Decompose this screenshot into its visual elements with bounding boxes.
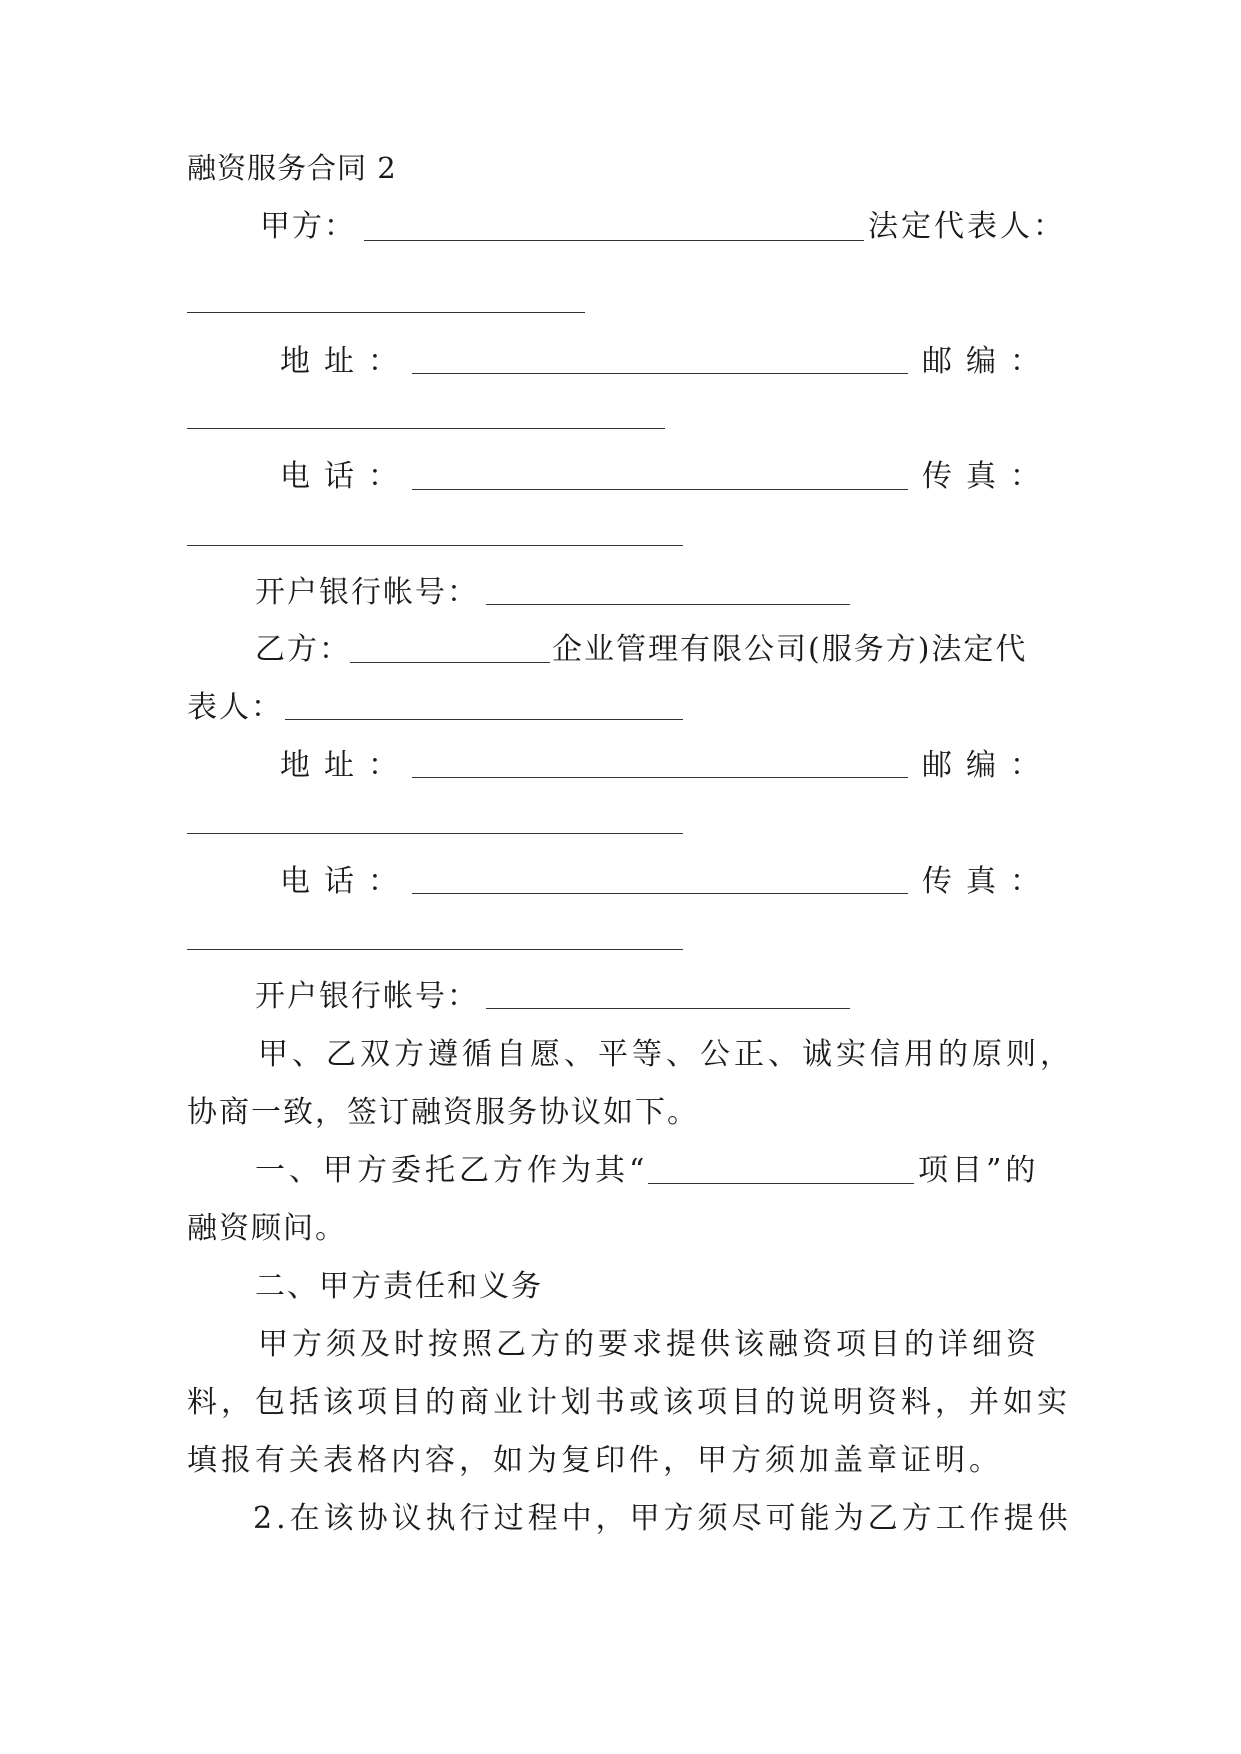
party-a-phone-label: 电话： bbox=[280, 459, 412, 494]
clause-2-para-2-line-1: 2.在该协议执行过程中，甲方须尽可能为乙方工作提供 bbox=[253, 1501, 1072, 1536]
party-b-phone-label: 电话： bbox=[280, 864, 412, 899]
party-b-address-blank[interactable] bbox=[412, 777, 908, 778]
party-b-label: 乙方： bbox=[255, 632, 351, 667]
party-a-bank-label: 开户银行帐号： bbox=[255, 575, 479, 610]
party-a-postcode-blank[interactable] bbox=[187, 428, 665, 429]
party-a-address-blank[interactable] bbox=[412, 373, 908, 374]
party-a-fax-blank[interactable] bbox=[187, 545, 683, 546]
party-b-postcode-label: 邮编： bbox=[922, 748, 1054, 783]
document-title: 融资服务合同 2 bbox=[187, 151, 397, 185]
party-a-label: 甲方： bbox=[260, 209, 356, 244]
party-b-company-suffix: 企业管理有限公司(服务方)法定代 bbox=[552, 632, 1028, 667]
party-a-postcode-label: 邮编： bbox=[922, 344, 1054, 379]
party-b-fax-blank[interactable] bbox=[187, 949, 683, 950]
intro-line-2: 协商一致，签订融资服务协议如下。 bbox=[187, 1095, 699, 1130]
party-b-rep-blank[interactable] bbox=[285, 719, 683, 720]
party-b-rep-label: 表人： bbox=[187, 690, 283, 725]
clause-1-start: 一、甲方委托乙方作为其“ bbox=[255, 1153, 649, 1188]
party-b-fax-label: 传真： bbox=[922, 864, 1054, 899]
clause-1-end: 项目”的 bbox=[918, 1153, 1040, 1188]
party-a-phone-blank[interactable] bbox=[412, 489, 908, 490]
party-a-fax-label: 传真： bbox=[922, 459, 1054, 494]
clause-2-para-1-line-1: 甲方须及时按照乙方的要求提供该融资项目的详细资 bbox=[258, 1327, 1040, 1362]
party-a-bank-blank[interactable] bbox=[486, 604, 850, 605]
party-b-name-blank[interactable] bbox=[350, 662, 550, 663]
party-b-bank-label: 开户银行帐号： bbox=[255, 979, 479, 1014]
party-a-address-label: 地址： bbox=[280, 344, 412, 379]
clause-2-heading: 二、甲方责任和义务 bbox=[255, 1269, 543, 1304]
party-b-address-label: 地址： bbox=[280, 748, 412, 783]
clause-2-para-1-line-2: 料，包括该项目的商业计划书或该项目的说明资料，并如实 bbox=[187, 1385, 1071, 1420]
project-name-blank[interactable] bbox=[648, 1183, 914, 1184]
party-a-rep-blank[interactable] bbox=[187, 312, 585, 313]
party-b-bank-blank[interactable] bbox=[486, 1008, 850, 1009]
party-a-rep-label: 法定代表人： bbox=[868, 209, 1066, 244]
intro-line-1: 甲、乙双方遵循自愿、平等、公正、诚实信用的原则， bbox=[258, 1037, 1074, 1072]
clause-2-para-1-line-3: 填报有关表格内容，如为复印件，甲方须加盖章证明。 bbox=[187, 1443, 1003, 1478]
party-b-phone-blank[interactable] bbox=[412, 893, 908, 894]
party-b-postcode-blank[interactable] bbox=[187, 833, 683, 834]
clause-1-line-2: 融资顾问。 bbox=[187, 1211, 347, 1246]
party-a-name-blank[interactable] bbox=[364, 240, 864, 241]
